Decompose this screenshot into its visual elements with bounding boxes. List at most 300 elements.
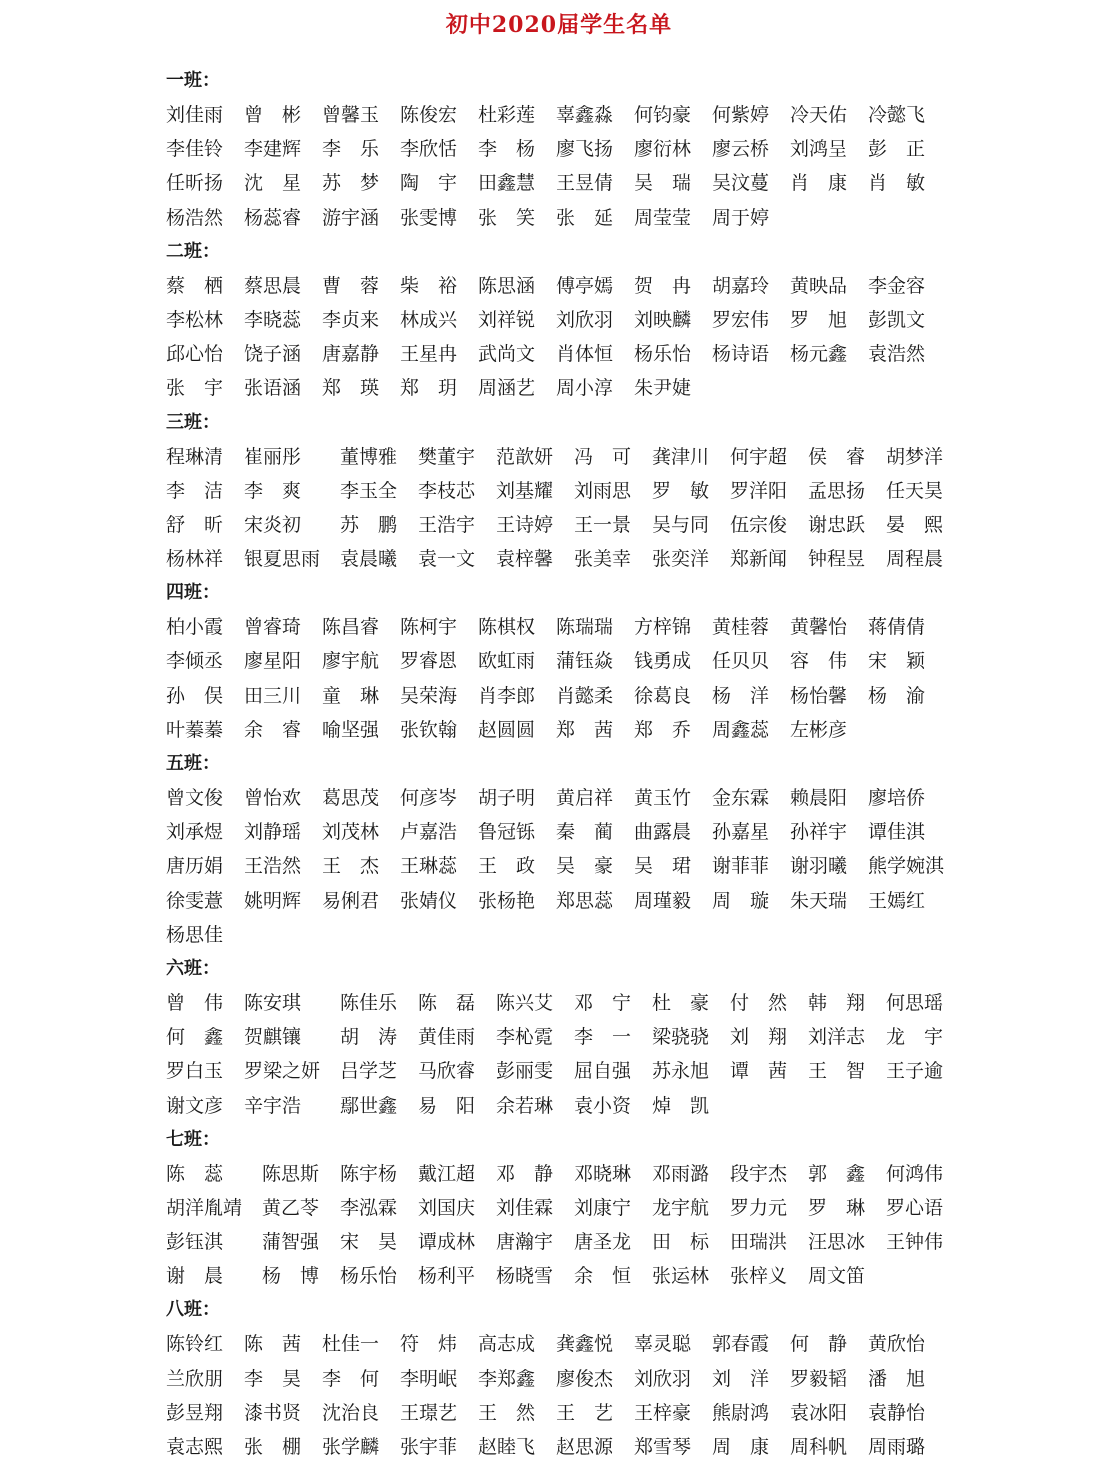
student-name: 黄映品 xyxy=(790,274,848,297)
student-name: 朱天瑞 xyxy=(790,889,848,912)
student-name: 龚津川 xyxy=(652,445,710,468)
student-name: 张雯博 xyxy=(400,206,458,229)
name-row xyxy=(0,1259,1118,1293)
student-name: 李明岷 xyxy=(400,1367,458,1390)
student-name: 陈佳乐 xyxy=(340,991,398,1014)
student-name: 张奕洋 xyxy=(652,548,710,571)
class-roster xyxy=(0,64,1118,1464)
student-name: 龚鑫悦 xyxy=(556,1333,614,1356)
student-name: 鄢世鑫 xyxy=(340,1094,398,1117)
student-name: 贺 冉 xyxy=(634,274,692,297)
class-heading: 二班： xyxy=(166,240,220,262)
student-name: 周鑫蕊 xyxy=(712,718,770,741)
student-name: 郑 玥 xyxy=(400,377,458,400)
student-name: 杨乐怡 xyxy=(634,343,692,366)
name-row xyxy=(0,1396,1118,1430)
student-name: 张 棚 xyxy=(244,1436,302,1458)
student-name: 廖衍林 xyxy=(634,138,692,161)
student-name: 张 延 xyxy=(556,206,614,229)
student-name: 陈棋权 xyxy=(478,616,536,639)
student-name: 叶蓁蓁 xyxy=(166,718,224,741)
student-name: 晏 熙 xyxy=(886,513,944,536)
student-name: 罗宏伟 xyxy=(712,308,770,331)
student-name: 李倾丞 xyxy=(166,650,224,673)
student-name: 辜灵聪 xyxy=(634,1333,692,1356)
student-name: 容 伟 xyxy=(790,650,848,673)
name-row xyxy=(0,269,1118,303)
student-name: 蒋倩倩 xyxy=(868,616,926,639)
student-name: 肖李郎 xyxy=(478,684,536,707)
student-name: 付 然 xyxy=(730,991,788,1014)
student-name: 徐雯薏 xyxy=(166,889,224,912)
name-row xyxy=(0,884,1118,918)
student-name: 孙嘉星 xyxy=(712,821,770,844)
student-name: 张运林 xyxy=(652,1265,710,1288)
student-name: 孙 俣 xyxy=(166,684,224,707)
student-name: 曾睿琦 xyxy=(244,616,302,639)
student-name: 李松林 xyxy=(166,308,224,331)
student-name: 杨诗语 xyxy=(712,343,770,366)
student-name: 蒲智强 xyxy=(262,1231,320,1254)
name-row xyxy=(0,508,1118,542)
student-name: 邓雨潞 xyxy=(652,1162,710,1185)
student-name: 秦 蔺 xyxy=(556,821,614,844)
student-name: 张钦翰 xyxy=(400,718,458,741)
student-name: 喻坚强 xyxy=(322,718,380,741)
student-name: 张语涵 xyxy=(244,377,302,400)
student-name: 陈 磊 xyxy=(418,991,476,1014)
class-heading: 一班： xyxy=(166,70,220,91)
student-name: 唐圣龙 xyxy=(574,1231,632,1254)
student-name: 王浩宇 xyxy=(418,513,476,536)
student-name: 廖培侨 xyxy=(868,787,926,809)
student-name: 杜 豪 xyxy=(652,991,710,1014)
student-name: 宋 昊 xyxy=(340,1231,398,1254)
student-name: 饶子涵 xyxy=(244,343,302,366)
student-name: 苏 梦 xyxy=(322,172,380,195)
student-name: 廖星阳 xyxy=(244,650,302,673)
name-row xyxy=(0,98,1118,132)
student-name: 刘佳雨 xyxy=(166,104,224,126)
student-name: 辛宇浩 xyxy=(244,1094,302,1117)
student-name: 游宇涵 xyxy=(322,206,380,229)
class-block xyxy=(0,406,1118,577)
student-name: 唐嘉静 xyxy=(322,343,380,366)
name-row xyxy=(0,1191,1118,1225)
student-name: 陈 茜 xyxy=(244,1333,302,1356)
student-name: 董博雅 xyxy=(340,445,398,468)
student-name: 郑新闻 xyxy=(730,548,788,571)
student-name: 柏小霞 xyxy=(166,616,224,639)
student-name: 符 炜 xyxy=(400,1333,458,1356)
student-name: 段宇杰 xyxy=(730,1162,788,1185)
student-name: 袁晨曦 xyxy=(340,548,398,571)
student-name: 李 杨 xyxy=(478,138,536,161)
student-name: 陈瑞瑞 xyxy=(556,616,614,639)
student-name: 李晓蕊 xyxy=(244,308,302,331)
student-name: 田鑫慧 xyxy=(478,172,536,195)
student-name: 兰欣朋 xyxy=(166,1367,224,1390)
student-name: 周小淳 xyxy=(556,377,614,400)
student-name: 王璟艺 xyxy=(400,1401,458,1424)
student-name: 张梓义 xyxy=(730,1265,788,1288)
class-heading: 六班： xyxy=(166,957,220,979)
student-name: 田瑞洪 xyxy=(730,1231,788,1254)
name-row xyxy=(0,371,1118,405)
name-row xyxy=(0,337,1118,371)
class-block xyxy=(0,235,1118,406)
student-name: 唐历娟 xyxy=(166,855,224,878)
student-name: 张 宇 xyxy=(166,377,224,400)
student-name: 曹 蓉 xyxy=(322,274,380,297)
student-name: 邓 静 xyxy=(496,1162,554,1185)
student-name: 曲露晨 xyxy=(634,821,692,844)
student-name: 周文笛 xyxy=(808,1265,866,1288)
student-name: 李玉全 xyxy=(340,479,398,502)
student-name: 漆书贤 xyxy=(244,1401,302,1424)
student-name: 刘 翔 xyxy=(730,1026,788,1049)
name-row xyxy=(0,166,1118,200)
student-name: 王钟伟 xyxy=(886,1231,944,1254)
student-name: 袁志熙 xyxy=(166,1436,224,1458)
class-block xyxy=(0,64,1118,235)
student-name: 张 笑 xyxy=(478,206,536,229)
student-name: 林成兴 xyxy=(400,308,458,331)
student-name: 汪思冰 xyxy=(808,1231,866,1254)
student-name: 苏永旭 xyxy=(652,1060,710,1083)
student-name: 舒 昕 xyxy=(166,513,224,536)
student-name: 刘雨思 xyxy=(574,479,632,502)
student-name: 陈俊宏 xyxy=(400,104,458,126)
student-name: 李 洁 xyxy=(166,479,224,502)
student-name: 袁梓馨 xyxy=(496,548,554,571)
class-heading: 七班： xyxy=(166,1128,220,1150)
student-name: 刘欣羽 xyxy=(556,308,614,331)
student-name: 柴 裕 xyxy=(400,274,458,297)
student-name: 罗 敏 xyxy=(652,479,710,502)
name-row xyxy=(0,815,1118,849)
student-name: 高志成 xyxy=(478,1333,536,1356)
class-block xyxy=(0,1293,1118,1464)
student-name: 杨怡馨 xyxy=(790,684,848,707)
student-name: 李枝芯 xyxy=(418,479,476,502)
student-name: 任天昊 xyxy=(886,479,944,502)
class-block xyxy=(0,747,1118,952)
student-name: 贺麒镶 xyxy=(244,1026,302,1049)
student-name: 左彬彦 xyxy=(790,718,848,741)
student-name: 周雨璐 xyxy=(868,1436,926,1458)
student-name: 赵思源 xyxy=(556,1436,614,1458)
student-name: 武尚文 xyxy=(478,343,536,366)
class-heading: 五班： xyxy=(166,753,220,774)
student-name: 陈 蕊 xyxy=(166,1162,224,1185)
class-block xyxy=(0,1123,1118,1294)
student-name: 黄乙苓 xyxy=(262,1196,320,1219)
student-name: 何 静 xyxy=(790,1333,848,1356)
student-name: 黄佳雨 xyxy=(418,1026,476,1049)
name-row xyxy=(0,1327,1118,1361)
student-name: 李 乐 xyxy=(322,138,380,161)
student-name: 刘祥锐 xyxy=(478,308,536,331)
student-name: 罗 旭 xyxy=(790,308,848,331)
student-name: 杜彩莲 xyxy=(478,104,536,126)
student-name: 熊学婉淇 xyxy=(868,855,945,878)
student-name: 杨蕊睿 xyxy=(244,206,302,229)
student-name: 王 杰 xyxy=(322,855,380,878)
student-name: 陈安琪 xyxy=(244,991,302,1014)
student-name: 王 政 xyxy=(478,855,536,878)
class-heading: 四班： xyxy=(166,582,220,604)
student-name: 彭钰淇 xyxy=(166,1231,224,1254)
student-name: 朱尹婕 xyxy=(634,377,692,400)
student-name: 田 标 xyxy=(652,1231,710,1254)
student-name: 樊董宇 xyxy=(418,445,476,468)
student-name: 罗睿恩 xyxy=(400,650,458,673)
name-row xyxy=(0,849,1118,883)
student-name: 王浩然 xyxy=(244,855,302,878)
student-name: 邓 宁 xyxy=(574,991,632,1014)
student-name: 张美幸 xyxy=(574,548,632,571)
student-name: 罗心语 xyxy=(886,1196,944,1219)
student-name: 黄桂蓉 xyxy=(712,616,770,639)
student-name: 戴江超 xyxy=(418,1162,476,1185)
student-name: 蒲钰焱 xyxy=(556,650,614,673)
student-name: 吕学芝 xyxy=(340,1060,398,1083)
student-name: 范歆妍 xyxy=(496,445,554,468)
student-name: 杨 洋 xyxy=(712,684,770,707)
student-name: 程琳清 xyxy=(166,445,224,468)
student-name: 王子逾 xyxy=(886,1060,944,1083)
student-name: 罗 琳 xyxy=(808,1196,866,1219)
name-row xyxy=(0,201,1118,235)
name-row xyxy=(0,1020,1118,1054)
student-name: 刘映麟 xyxy=(634,308,692,331)
student-name: 鲁冠铄 xyxy=(478,821,536,844)
student-name: 郑思蕊 xyxy=(556,889,614,912)
student-name: 王琳蕊 xyxy=(400,855,458,878)
student-name: 廖飞扬 xyxy=(556,138,614,161)
student-name: 刘国庆 xyxy=(418,1196,476,1219)
student-name: 曾文俊 xyxy=(166,787,224,809)
student-name: 胡洋胤靖 xyxy=(166,1196,243,1219)
student-name: 银夏思雨 xyxy=(244,548,321,571)
student-name: 徐葛良 xyxy=(634,684,692,707)
student-name: 王嫣红 xyxy=(868,889,926,912)
student-name: 李贞来 xyxy=(322,308,380,331)
student-name: 伍宗俊 xyxy=(730,513,788,536)
student-name: 欧虹雨 xyxy=(478,650,536,673)
student-name: 杨林祥 xyxy=(166,548,224,571)
student-name: 罗白玉 xyxy=(166,1060,224,1083)
student-name: 沈治良 xyxy=(322,1401,380,1424)
student-name: 侯 睿 xyxy=(808,445,866,468)
name-row xyxy=(0,542,1118,576)
student-name: 王昱倩 xyxy=(556,172,614,195)
student-name: 焯 凯 xyxy=(652,1094,710,1117)
student-name: 张学麟 xyxy=(322,1436,380,1458)
student-name: 王诗婷 xyxy=(496,513,554,536)
student-name: 葛思茂 xyxy=(322,787,380,809)
student-name: 刘 洋 xyxy=(712,1367,770,1390)
student-name: 袁静怡 xyxy=(868,1401,926,1424)
student-name: 李泓霖 xyxy=(340,1196,398,1219)
student-name: 苏 鹏 xyxy=(340,513,398,536)
student-name: 张宇菲 xyxy=(400,1436,458,1458)
class-heading: 八班： xyxy=(166,1299,220,1321)
student-name: 王 艺 xyxy=(556,1401,614,1424)
student-name: 曾怡欢 xyxy=(244,787,302,809)
student-name: 孟思扬 xyxy=(808,479,866,502)
student-name: 刘承煜 xyxy=(166,821,224,844)
student-name: 胡嘉玲 xyxy=(712,274,770,297)
name-row xyxy=(0,1430,1118,1464)
student-name: 梁骁骁 xyxy=(652,1026,710,1049)
student-name: 谢 晨 xyxy=(166,1265,224,1288)
student-name: 余 睿 xyxy=(244,718,302,741)
student-name: 谢忠跃 xyxy=(808,513,866,536)
student-name: 沈 星 xyxy=(244,172,302,195)
name-row xyxy=(0,918,1118,952)
student-name: 罗梁之妍 xyxy=(244,1060,321,1083)
student-name: 谭佳淇 xyxy=(868,821,926,844)
student-name: 辜鑫淼 xyxy=(556,104,614,126)
student-name: 刘佳霖 xyxy=(496,1196,554,1219)
student-name: 金东霖 xyxy=(712,787,770,809)
student-name: 傅亭嫣 xyxy=(556,274,614,297)
name-row xyxy=(0,679,1118,713)
student-name: 曾馨玉 xyxy=(322,104,380,126)
student-name: 何思瑶 xyxy=(886,991,944,1014)
student-name: 杨 博 xyxy=(262,1265,320,1288)
class-block xyxy=(0,576,1118,747)
student-name: 廖俊杰 xyxy=(556,1367,614,1390)
student-name: 王 然 xyxy=(478,1401,536,1424)
student-name: 钟程昱 xyxy=(808,548,866,571)
student-name: 郭 鑫 xyxy=(808,1162,866,1185)
student-name: 袁一文 xyxy=(418,548,476,571)
student-name: 李 一 xyxy=(574,1026,632,1049)
student-name: 余若琳 xyxy=(496,1094,554,1117)
class-heading: 三班： xyxy=(166,411,220,433)
student-name: 方梓锦 xyxy=(634,616,692,639)
student-name: 余 恒 xyxy=(574,1265,632,1288)
class-block xyxy=(0,952,1118,1123)
student-name: 蔡 栖 xyxy=(166,274,224,297)
student-name: 刘欣羽 xyxy=(634,1367,692,1390)
student-name: 何 鑫 xyxy=(166,1026,224,1049)
student-name: 李欣恬 xyxy=(400,138,458,161)
name-row xyxy=(0,1089,1118,1123)
student-name: 吴 珺 xyxy=(634,855,692,878)
student-name: 姚明辉 xyxy=(244,889,302,912)
page-title: 初中2020届学生名单 xyxy=(445,12,673,38)
student-name: 田三川 xyxy=(244,684,302,707)
student-name: 蔡思晨 xyxy=(244,274,302,297)
name-row xyxy=(0,986,1118,1020)
student-name: 李佳铃 xyxy=(166,138,224,161)
name-row xyxy=(0,132,1118,166)
student-name: 刘洋志 xyxy=(808,1026,866,1049)
student-name: 周 璇 xyxy=(712,889,770,912)
student-name: 马欣睿 xyxy=(418,1060,476,1083)
student-name: 周程晨 xyxy=(886,548,944,571)
student-name: 王梓豪 xyxy=(634,1401,692,1424)
student-name: 吴汶蔓 xyxy=(712,172,770,195)
name-row xyxy=(0,644,1118,678)
student-name: 陈柯宇 xyxy=(400,616,458,639)
student-name: 龙宇航 xyxy=(652,1196,710,1219)
student-name: 易俐君 xyxy=(322,889,380,912)
student-name: 何宇超 xyxy=(730,445,788,468)
student-name: 何钧豪 xyxy=(634,104,692,126)
student-name: 韩 翔 xyxy=(808,991,866,1014)
student-name: 陈思涵 xyxy=(478,274,536,297)
student-name: 黄玉竹 xyxy=(634,787,692,809)
student-name: 潘 旭 xyxy=(868,1367,926,1390)
name-row xyxy=(0,781,1118,815)
student-name: 郑 瑛 xyxy=(322,377,380,400)
student-name: 李郑鑫 xyxy=(478,1367,536,1390)
student-name: 陈昌睿 xyxy=(322,616,380,639)
student-name: 冯 可 xyxy=(574,445,632,468)
student-name: 周莹莹 xyxy=(634,206,692,229)
student-name: 宋炎初 xyxy=(244,513,302,536)
student-name: 杨乐怡 xyxy=(340,1265,398,1288)
name-row xyxy=(0,1157,1118,1191)
student-name: 谢羽曦 xyxy=(790,855,848,878)
student-name: 杜佳一 xyxy=(322,1333,380,1356)
student-name: 谢文彦 xyxy=(166,1094,224,1117)
student-name: 吴 豪 xyxy=(556,855,614,878)
student-name: 屈自强 xyxy=(574,1060,632,1083)
student-name: 钱勇成 xyxy=(634,650,692,673)
student-name: 吴 瑞 xyxy=(634,172,692,195)
name-row xyxy=(0,713,1118,747)
student-name: 崔丽彤 xyxy=(244,445,302,468)
name-row xyxy=(0,440,1118,474)
student-name: 刘鸿呈 xyxy=(790,138,848,161)
name-row xyxy=(0,1362,1118,1396)
student-name: 龙 宇 xyxy=(886,1026,944,1049)
student-name: 袁小资 xyxy=(574,1094,632,1117)
student-name: 卢嘉浩 xyxy=(400,821,458,844)
student-name: 彭昱翔 xyxy=(166,1401,224,1424)
student-name: 彭丽雯 xyxy=(496,1060,554,1083)
student-name: 唐瀚宇 xyxy=(496,1231,554,1254)
student-name: 刘静瑶 xyxy=(244,821,302,844)
student-name: 谭成林 xyxy=(418,1231,476,1254)
student-name: 童 琳 xyxy=(322,684,380,707)
student-name: 黄欣怡 xyxy=(868,1333,926,1356)
student-name: 郑 乔 xyxy=(634,718,692,741)
student-name: 陈思斯 xyxy=(262,1162,320,1185)
student-name: 李 爽 xyxy=(244,479,302,502)
student-name: 孙祥宇 xyxy=(790,821,848,844)
student-name: 陈铃红 xyxy=(166,1333,224,1356)
student-name: 李 昊 xyxy=(244,1367,302,1390)
student-name: 廖云桥 xyxy=(712,138,770,161)
student-name: 李 何 xyxy=(322,1367,380,1390)
name-row xyxy=(0,1225,1118,1259)
student-name: 郑 茜 xyxy=(556,718,614,741)
student-name: 王星冉 xyxy=(400,343,458,366)
student-name: 任昕扬 xyxy=(166,172,224,195)
student-name: 袁冰阳 xyxy=(790,1401,848,1424)
student-name: 杨浩然 xyxy=(166,206,224,229)
student-name: 郑雪琴 xyxy=(634,1436,692,1458)
student-name: 赖晨阳 xyxy=(790,787,848,809)
student-name: 刘基耀 xyxy=(496,479,554,502)
